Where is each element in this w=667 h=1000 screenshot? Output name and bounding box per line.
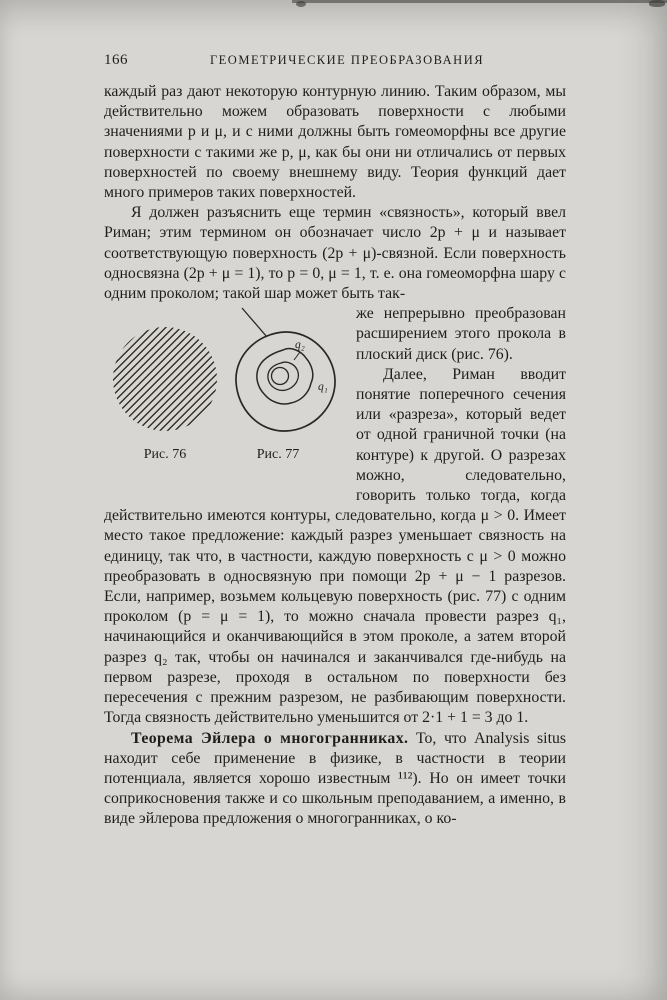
figure-76-hatched-disk [113,327,217,431]
chapter-title: ГЕОМЕТРИЧЕСКИЕ ПРЕОБРАЗОВАНИЯ [209,53,485,67]
figure-77-cut-curve-q2 [257,349,313,404]
figure-77-label-q2: q₂ [295,339,305,352]
scan-artifact [649,0,665,7]
figure-77-label-q1: q₁ [318,381,328,394]
figure-77-puncture-hole [272,368,289,385]
paragraph-euler-theorem [104,729,566,830]
figure-block [104,304,356,489]
page-number: 166 [104,52,128,68]
figure-captions [104,447,348,463]
paragraph-connectivity: Я должен разъяснить еще термин «связность», который ввел Риман; этим термином он обозначает число 2p + μ и называет соответствующую поверхность (2p + μ)-связной. Если поверхность односвязна (2p + μ = 1), то p = 0, μ = 1, т. е. она гомеоморфна шару с одним проколом; такой шар может быть так- [104,204,566,303]
figure-77-annulus-diagram [226,306,344,436]
page-content [104,52,566,830]
figure-77-leader-line [242,308,267,337]
scan-artifact [292,0,667,3]
euler-theorem-heading: Теорема Эйлера о многогранниках. [131,729,409,747]
figure-77-q2-leader [294,352,300,360]
figure-row [104,306,348,436]
figure-76-caption: Рис. 76 [143,447,187,463]
figure-77-caption: Рис. 77 [256,447,300,463]
paragraph-cross-sections: Далее, Риман вводит понятие поперечного сечения или «разреза», который ведет от одной граничной точки (на контуре) к другой. О разрезах можно, следовательно, говорить только тогда, когда действительно имеются контуры, следовательно, когда μ > 0. Имеет место такое предложение: каждый разрез уменьшает связность на единицу, так что, в частности, каждую поверхность с μ > 0 можно преобразовать в односвязную при помощи 2p + μ − 1 разрезов. Если, например, возьмем кольцевую поверхность (рис. 77) с одним проколом (p = μ = 1), то можно сначала провести разрез q₁, начинающийся и оканчивающийся в этом проколе, а затем второй разрез q₂ так, чтобы он начинался и заканчивался где-нибудь на первом разрезе, проходя в остальном по поверхности без пересечения с прежним разрезом, не разбивающим поверхности. Тогда связность действительно уменьшится от 2·1 + 1 = 3 до 1. [104,365,566,727]
paragraph-connectivity-continued: же непрерывно преобразован расширением этого прокола в плоский диск (рис. 76). [356,305,566,363]
scan-artifact [296,1,306,7]
paragraph-continuation: каждый раз дают некоторую контурную линию. Таким образом, мы действительно можем образовать поверхности с любыми значениями p и μ, и с ними должны быть гомеоморфны все другие поверхности с такими же p, μ, как бы они ни отличались от первых поверхностей по своему внешнему виду. Теория функций дает много примеров таких поверхностей. [104,83,566,202]
euler-theorem-text: То, что Analysis situs находит себе применение в физике, в частности в теории потенциала, является хорошо известным ¹¹²). Но он имеет точки соприкосновения также и со школьным преподаванием, а именно, в виде эйлерова предложения о многогранниках, о ко- [104,729,567,828]
running-header [104,52,566,69]
figure-76-wrap [104,327,226,436]
figure-77-cut-curve-q1 [268,362,298,390]
